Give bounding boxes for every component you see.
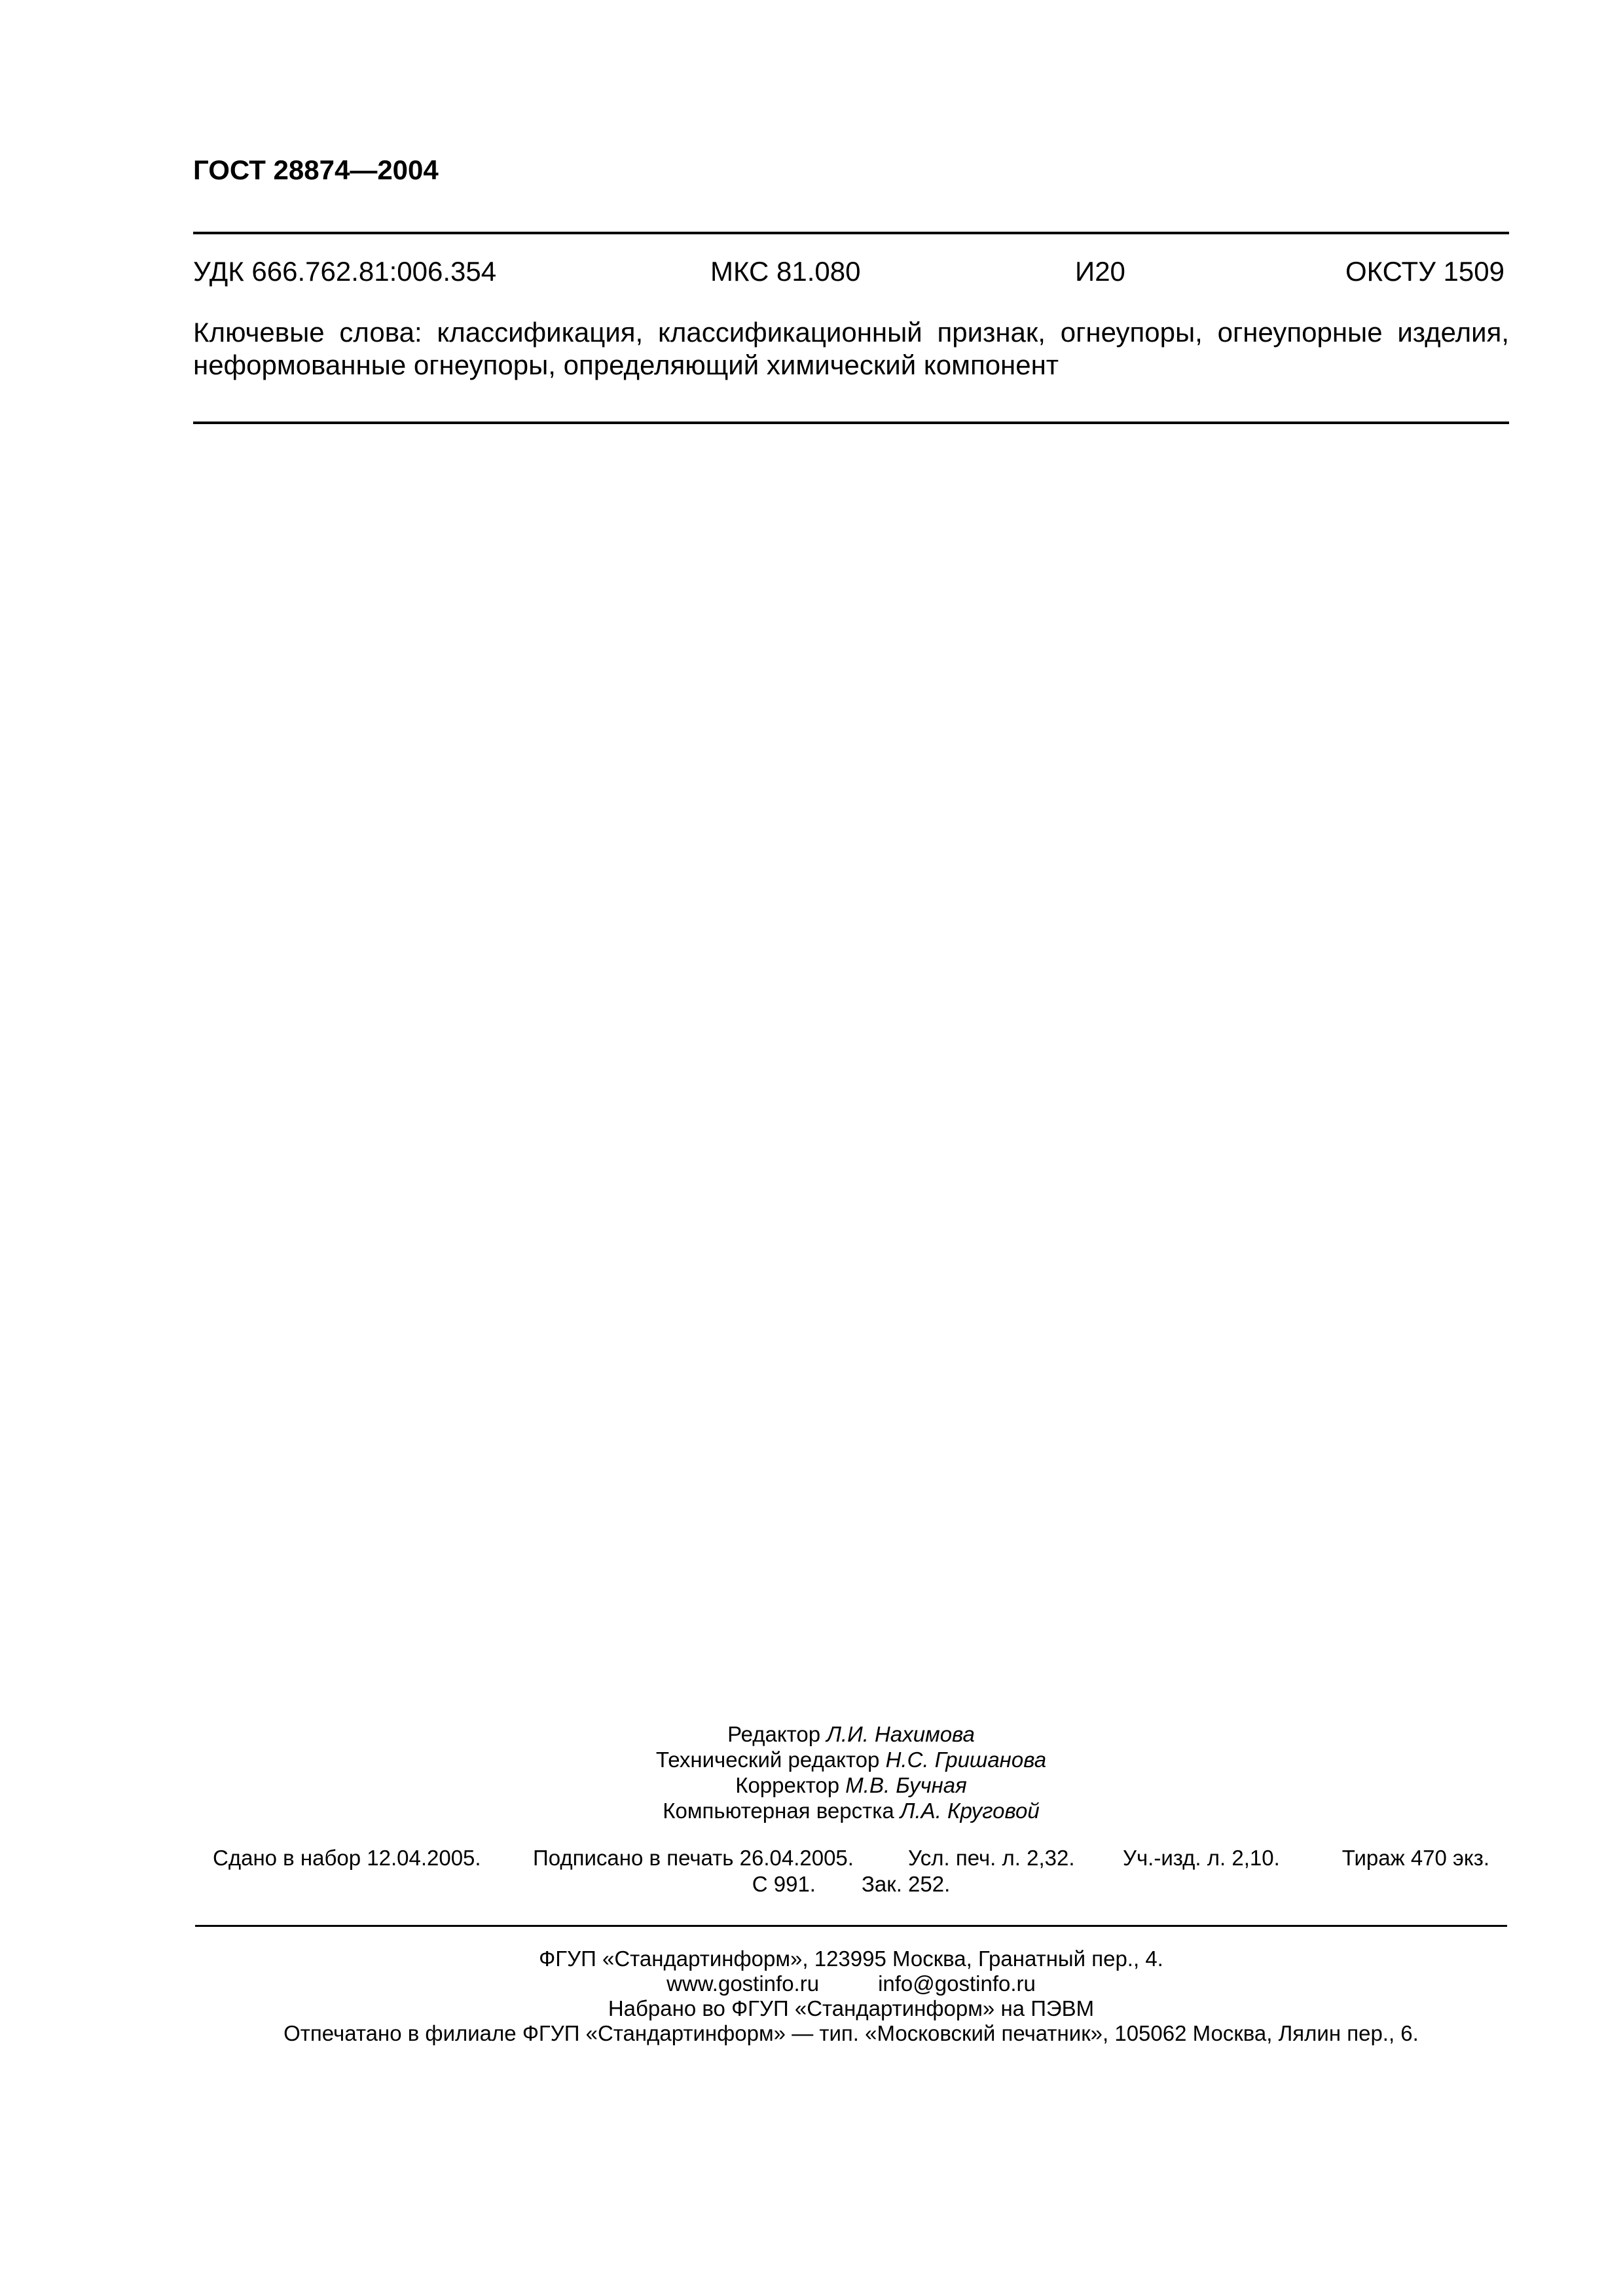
tech-editor-name: Н.С. Гришанова <box>885 1748 1047 1772</box>
publisher-email[interactable]: info@gostinfo.ru <box>878 1971 1036 1996</box>
print-info-row <box>213 1845 1489 1871</box>
corrector-line <box>193 1772 1509 1798</box>
printed-note: Отпечатано в филиале ФГУП «Стандартинформ» — тип. «Московский печатник», 105062 Москва, Лялин пер., 6. <box>283 2021 1419 2045</box>
print-info-row-2 <box>193 1871 1509 1897</box>
order-number: Зак. 252. <box>861 1872 951 1896</box>
layout-label: Компьютерная верстка <box>663 1799 894 1823</box>
sent-to-typeset: Сдано в набор 12.04.2005. <box>213 1846 481 1870</box>
conventional-sheets: Усл. печ. л. 2,32. <box>908 1846 1075 1870</box>
top-divider <box>193 232 1509 234</box>
tech-editor-label: Технический редактор <box>655 1748 880 1772</box>
publisher-contacts <box>193 1971 1509 1996</box>
credits-block <box>193 1721 1509 1823</box>
udk-code: УДК 666.762.81:006.354 <box>193 256 497 287</box>
tech-editor-line <box>193 1747 1509 1772</box>
editor-label: Редактор <box>727 1722 821 1746</box>
layout-line <box>193 1798 1509 1823</box>
okc-code: И20 <box>1075 256 1125 287</box>
mks-code: МКС 81.080 <box>710 256 861 287</box>
typeset-note: Набрано во ФГУП «Стандартинформ» на ПЭВМ <box>608 1996 1095 2020</box>
print-code: С 991. <box>752 1872 816 1896</box>
okstu-code: ОКСТУ 1509 <box>1345 256 1504 287</box>
keywords-divider <box>193 422 1509 424</box>
editor-name: Л.И. Нахимова <box>826 1722 975 1746</box>
publisher-sheets: Уч.-изд. л. 2,10. <box>1123 1846 1280 1870</box>
publisher-block <box>193 1946 1509 2046</box>
publisher-address: ФГУП «Стандартинформ», 123995 Москва, Гранатный пер., 4. <box>539 1946 1163 1971</box>
publisher-website[interactable]: www.gostinfo.ru <box>666 1971 820 1996</box>
corrector-name: М.В. Бучная <box>845 1773 967 1797</box>
print-run: Тираж 470 экз. <box>1341 1846 1489 1870</box>
signed-for-print: Подписано в печать 26.04.2005. <box>533 1846 854 1870</box>
bottom-divider <box>195 1925 1507 1927</box>
keywords-paragraph: Ключевые слова: классификация, классификационный признак, огнеупоры, огнеупорные изделия, неформованные огнеупоры, определяющий химический компонент <box>193 317 1509 380</box>
classification-row <box>193 253 1504 290</box>
document-id: ГОСТ 28874—2004 <box>193 154 439 185</box>
corrector-label: Корректор <box>735 1773 840 1797</box>
editor-line <box>193 1721 1509 1747</box>
layout-name: Л.А. Круговой <box>900 1799 1040 1823</box>
